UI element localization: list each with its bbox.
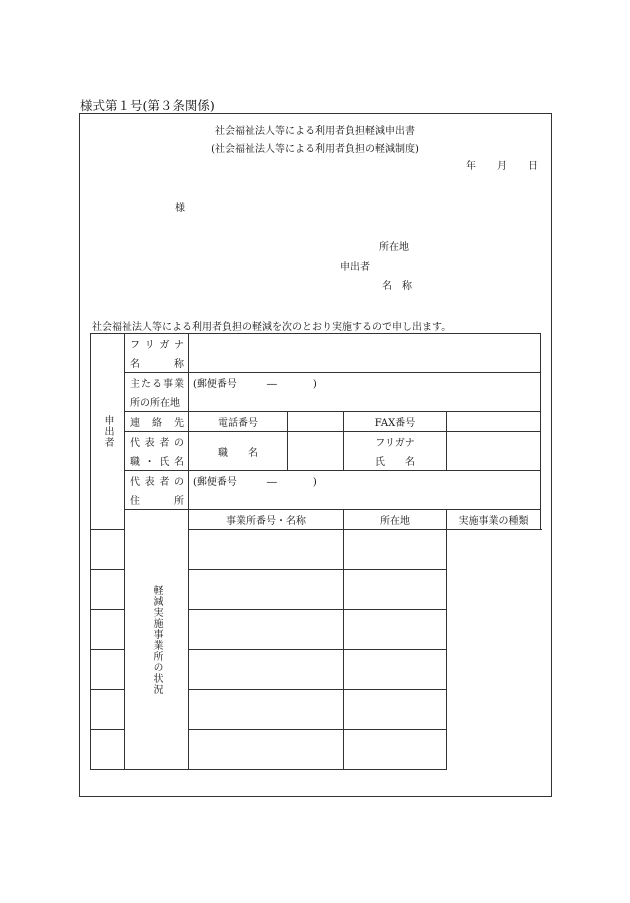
furigana-field[interactable] xyxy=(189,334,541,354)
form-number: 様式第１号(第３条関係) xyxy=(80,98,215,113)
facility-type-cell[interactable] xyxy=(344,690,447,730)
facility-address-cell[interactable] xyxy=(189,610,344,650)
applicant-label: 申出者 xyxy=(340,262,370,273)
contact-label: 連 絡 先 xyxy=(125,412,189,432)
facility-name-cell[interactable] xyxy=(91,530,189,570)
facility-type-cell[interactable] xyxy=(344,730,447,770)
facilities-section-label: 軽減実施事業所の状況 xyxy=(125,510,189,770)
main-office-address-field[interactable] xyxy=(189,392,541,412)
rep-address-label-1: 代 表 者 の xyxy=(125,471,189,491)
form-subtitle: (社会福祉法人等による利用者負担の軽減制度) xyxy=(211,144,419,155)
phone-label: 電話番号 xyxy=(189,412,288,432)
rep-title-label: 職 名 xyxy=(189,432,288,471)
rep-label-1: 代 表 者 の xyxy=(125,432,189,452)
rep-label-2: 職 ・ 氏 名 xyxy=(125,451,189,471)
facility-name-cell[interactable] xyxy=(91,690,189,730)
facility-row xyxy=(91,690,541,730)
facility-type-cell[interactable] xyxy=(344,530,447,570)
main-office-label-1: 主 た る 事 業 xyxy=(125,373,189,393)
phone-field[interactable] xyxy=(288,412,344,432)
facility-col-header-address: 所在地 xyxy=(344,510,447,530)
date-year: 年 xyxy=(466,161,476,172)
applicant-section-label: 申出者 xyxy=(91,334,125,530)
facility-address-cell[interactable] xyxy=(189,690,344,730)
facility-address-cell[interactable] xyxy=(189,730,344,770)
rep-address-postal[interactable]: (郵便番号 ― ) xyxy=(189,471,541,491)
rep-address-label-2: 住 所 xyxy=(125,490,189,510)
facility-address-cell[interactable] xyxy=(189,570,344,610)
facility-address-cell[interactable] xyxy=(189,530,344,570)
rep-name-field[interactable] xyxy=(447,451,541,471)
facility-row xyxy=(91,530,541,570)
rep-title-field[interactable] xyxy=(288,432,344,471)
facility-row xyxy=(91,730,541,770)
facility-type-cell[interactable] xyxy=(344,650,447,690)
date-day: 日 xyxy=(528,161,538,172)
rep-furigana-field[interactable] xyxy=(447,432,541,452)
furigana-label: フ リ ガ ナ xyxy=(125,334,189,354)
facility-col-header-name: 事業所番号・名称 xyxy=(189,510,344,530)
facility-name-cell[interactable] xyxy=(91,610,189,650)
facility-name-cell[interactable] xyxy=(91,730,189,770)
form-title: 社会福祉法人等による利用者負担軽減申出書 xyxy=(215,126,415,137)
facility-address-cell[interactable] xyxy=(189,650,344,690)
name-label: 名 称 xyxy=(125,353,189,373)
facility-col-header-type: 実施事業の種類 xyxy=(447,510,541,530)
facility-name-cell[interactable] xyxy=(91,650,189,690)
statement: 社会福祉法人等による利用者負担の軽減を次のとおり実施するので申し出ます。 xyxy=(92,322,452,333)
main-office-label-2: 所の所在地 xyxy=(125,392,189,412)
addressee-suffix: 様 xyxy=(175,203,185,214)
applicant-address-label: 所在地 xyxy=(379,242,409,253)
applicant-name-label: 名 称 xyxy=(382,281,412,292)
rep-furigana-label: フリガナ xyxy=(344,432,447,452)
name-field[interactable] xyxy=(189,353,541,373)
facility-type-cell[interactable] xyxy=(344,570,447,610)
rep-name-label: 氏 名 xyxy=(344,451,447,471)
facility-name-cell[interactable] xyxy=(91,570,189,610)
fax-field[interactable] xyxy=(447,412,541,432)
fax-label: FAX番号 xyxy=(344,412,447,432)
rep-address-field[interactable] xyxy=(189,490,541,510)
main-office-postal[interactable]: (郵便番号 ― ) xyxy=(189,373,541,393)
date-month: 月 xyxy=(497,161,507,172)
application-table xyxy=(90,333,540,775)
facility-type-cell[interactable] xyxy=(344,610,447,650)
